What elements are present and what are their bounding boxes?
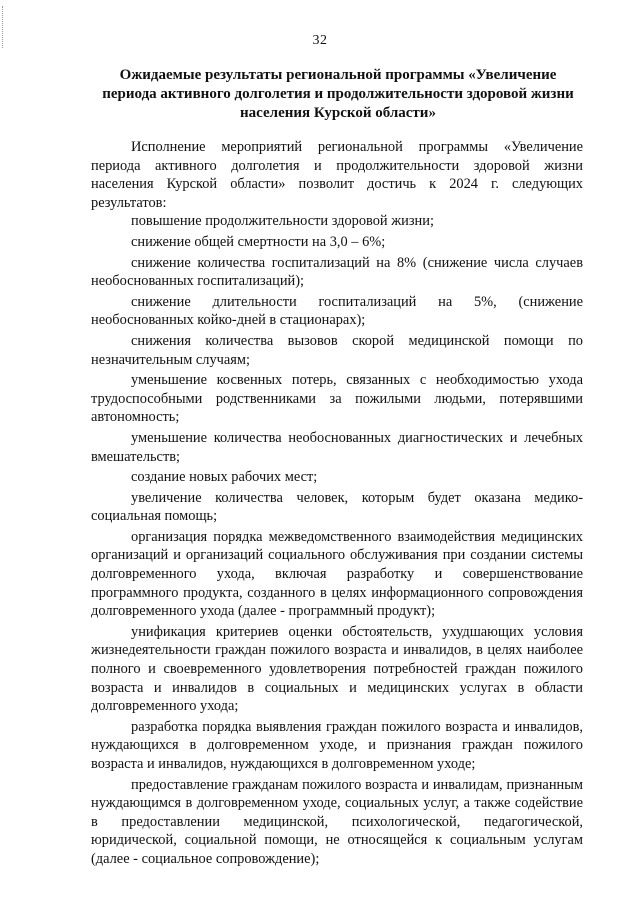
result-item: создание новых рабочих мест; <box>131 469 318 486</box>
heading-line: населения Курской области» <box>240 105 436 121</box>
result-item: снижение длительности госпитализаций на 5%, (снижение необоснованных койко-дней в стационарах); <box>91 293 583 329</box>
section-heading <box>88 66 588 123</box>
result-item: повышение продолжительности здоровой жизни; <box>131 213 434 230</box>
page-number: 32 <box>312 33 328 48</box>
heading-line: периода активного долголетия и продолжительности здоровой жизни <box>102 86 574 102</box>
result-item: снижения количества вызовов скорой медицинской помощи по незначительным случаям; <box>91 332 583 368</box>
document-body <box>91 138 583 869</box>
result-item: предоставление гражданам пожилого возраста и инвалидам, признанным нуждающимся в долговременном уходе, социальных услуг, а также содействие в предоставлении медицинской, психологической, педагогической, юридической, социальной помощи, не относящейся к социальным услугам (далее - социальное сопровождение); <box>91 776 583 867</box>
intro-paragraph: Исполнение мероприятий региональной программы «Увеличение периода активного долголетия и продолжительности здоровой жизни населения Курской области» позволит достичь к 2024 г. следующих результатов: <box>91 139 583 211</box>
result-item: разработка порядка выявления граждан пожилого возраста и инвалидов, нуждающихся в долговременном уходе, и признания граждан пожилого возраста и инвалидов, нуждающихся в долговременном уходе; <box>91 718 583 772</box>
result-item: снижение общей смертности на 3,0 – 6%; <box>131 233 386 250</box>
result-item: увеличение количества человек, которым будет оказана медико-социальная помощь; <box>91 489 583 525</box>
result-item: уменьшение количества необоснованных диагностических и лечебных вмешательств; <box>91 429 583 465</box>
result-item: снижение количества госпитализаций на 8% (снижение числа случаев необоснованных госпитализаций); <box>91 254 583 290</box>
result-item: организация порядка межведомственного взаимодействия медицинских организаций и организаций социального обслуживания при создании системы долговременного ухода, включая разработку и совершенствование программного продукта, созданного в целях информационного сопровождения долговременного ухода (далее - программный продукт); <box>91 528 583 620</box>
result-item: унификация критериев оценки обстоятельств, ухудшающих условия жизнедеятельности граждан пожилого возраста и инвалидов, в целях наиболее полного и своевременного удовлетворения потребностей граждан пожилого возраста и инвалидов в социальных и медицинских услугах в области долговременного ухода; <box>91 623 583 715</box>
heading-line: Ожидаемые результаты региональной программы «Увеличение <box>119 67 557 83</box>
result-item: уменьшение косвенных потерь, связанных с необходимостью ухода трудоспособными родственниками за пожилыми людьми, потерявшими автономность; <box>91 372 583 426</box>
